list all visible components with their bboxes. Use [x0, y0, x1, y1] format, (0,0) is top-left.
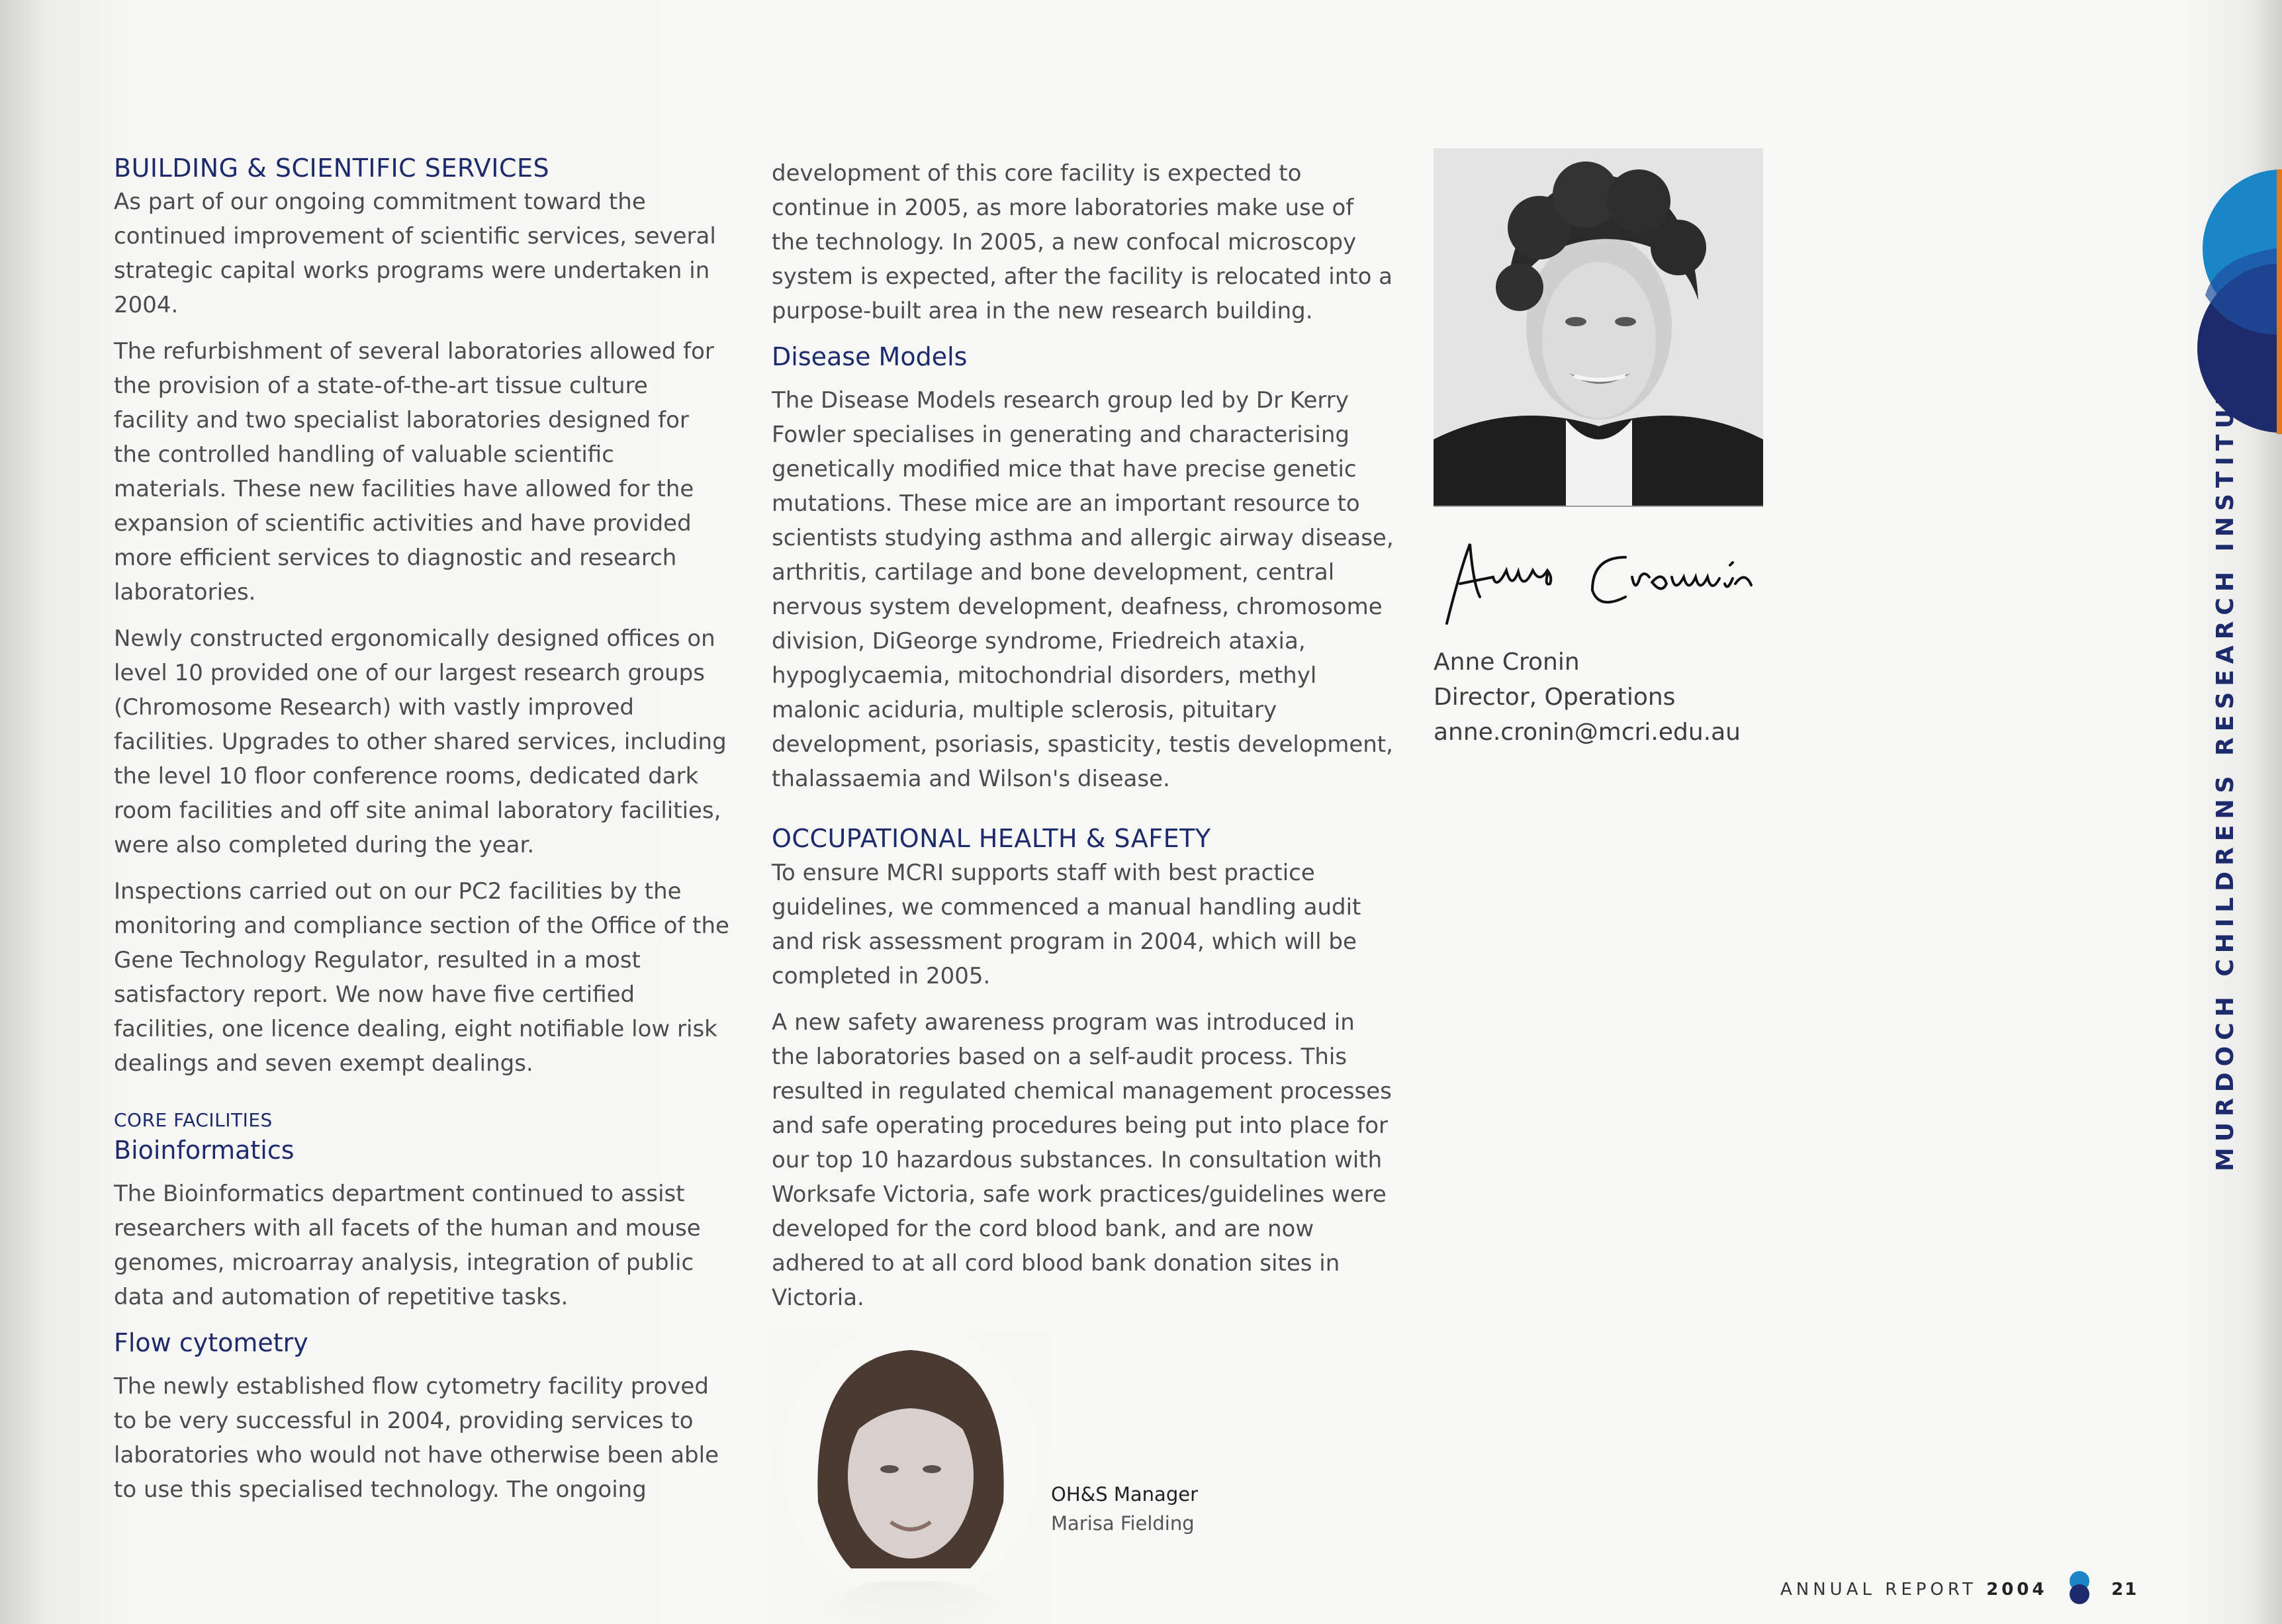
- paragraph: Newly constructed ergonomically designed offices on level 10 provided one of our largest research groups (Chromosome Research) with vastly improved facilities. Upgrades to other shared services, including the level 10 floor conference rooms, dedicated dark room facilities and off site animal laboratory facilities, were also completed during the year.: [114, 625, 727, 859]
- core-facilities-label: CORE FACILITIES: [114, 1109, 273, 1132]
- flow-cytometry-paragraph: The newly established flow cytometry facility proved to be very successful in 2004, providing services to laboratories who would not have otherwise been able to use this specialised technology. The ongoing: [114, 1373, 719, 1504]
- page-footer: [1780, 1570, 2138, 1609]
- ohs-paragraph: A new safety awareness program was introduced in the laboratories based on a self-audit process. This resulted in regulated chemical management processes and safe operating procedures being put into place for our top 10 hazardous substances. In consultation with Worksafe Victoria, safe work practices/guidelines were developed for the cord blood bank, and are now adhered to at all cord blood bank donation sites in Victoria.: [772, 1009, 1392, 1311]
- director-portrait: [1434, 148, 1763, 507]
- disease-models-paragraph: The Disease Models research group led by Dr Kerry Fowler specialises in generating and characterising genetically modified mice that have precise genetic mutations. These mice are an important resource to scientists studying asthma and allergic airway disease, arthritis, cartilage and bone development, central nervous system development, deafness, chromosome division, DiGeorge syndrome, Friedreich ataxia, hypoglycaemia, mitochondrial disorders, methyl malonic aciduria, multiple sclerosis, pituitary development, psoriasis, spasticity, testis development, thalassaemia and Wilson's disease.: [772, 387, 1394, 793]
- institute-vertical-title: MURDOCH CHILDRENS RESEARCH INSTITUTE: [2212, 359, 2239, 1171]
- section-title-building: BUILDING & SCIENTIFIC SERVICES: [114, 154, 550, 183]
- ohs-manager-role: OH&S Manager: [1051, 1483, 1198, 1506]
- footer-label: ANNUAL REPORT: [1780, 1580, 1977, 1600]
- director-name: Anne Cronin: [1434, 649, 1580, 676]
- director-signature: [1434, 531, 1804, 630]
- page-number: 21: [2111, 1580, 2138, 1600]
- column-right: [1434, 148, 1831, 750]
- disease-models-title: Disease Models: [772, 342, 968, 371]
- column-middle: [772, 156, 1394, 1327]
- paragraph: As part of our ongoing commitment toward the continued improvement of scientific services, several strategic capital works programs were undertaken in 2004.: [114, 189, 716, 319]
- section-title-ohs: OCCUPATIONAL HEALTH & SAFETY: [772, 824, 1211, 854]
- director-contact: [1434, 645, 1831, 750]
- paragraph: The refurbishment of several laboratories allowed for the provision of a state-of-the-art tissue culture facility and two specialist laboratories designed for the controlled handling of valuable scientific materials. These new facilities have allowed for the expansion of scientific activities and have provided more efficient services to diagnostic and research laboratories.: [114, 338, 714, 606]
- bioinformatics-title: Bioinformatics: [114, 1135, 295, 1165]
- continuation-paragraph: development of this core facility is expected to continue in 2005, as more laboratories make use of the technology. In 2005, a new confocal microscopy system is expected, after the facility is relocated into a purpose-built area in the new research building.: [772, 160, 1393, 324]
- paragraph: Inspections carried out on our PC2 facilities by the monitoring and compliance section of the Office of the Gene Technology Regulator, resulted in a most satisfactory report. We now have five certified facilities, one licence dealing, eight notifiable low risk dealings and seven exempt dealings.: [114, 878, 729, 1077]
- column-left: [114, 152, 729, 1519]
- director-email[interactable]: anne.cronin@mcri.edu.au: [1434, 719, 1741, 746]
- ohs-manager-caption: [1051, 1480, 1198, 1538]
- footer-year: 2004: [1986, 1580, 2048, 1600]
- director-title: Director, Operations: [1434, 684, 1676, 711]
- footer-circles-icon: [2066, 1570, 2093, 1609]
- ohs-manager-name: Marisa Fielding: [1051, 1512, 1195, 1535]
- ohs-manager-portrait: [772, 1330, 1050, 1624]
- flow-cytometry-title: Flow cytometry: [114, 1328, 308, 1357]
- ohs-paragraph: To ensure MCRI supports staff with best practice guidelines, we commenced a manual handling audit and risk assessment program in 2004, which will be completed in 2005.: [772, 859, 1361, 989]
- bioinformatics-paragraph: The Bioinformatics department continued to assist researchers with all facets of the human and mouse genomes, microarray analysis, integration of public data and automation of repetitive tasks.: [114, 1180, 701, 1310]
